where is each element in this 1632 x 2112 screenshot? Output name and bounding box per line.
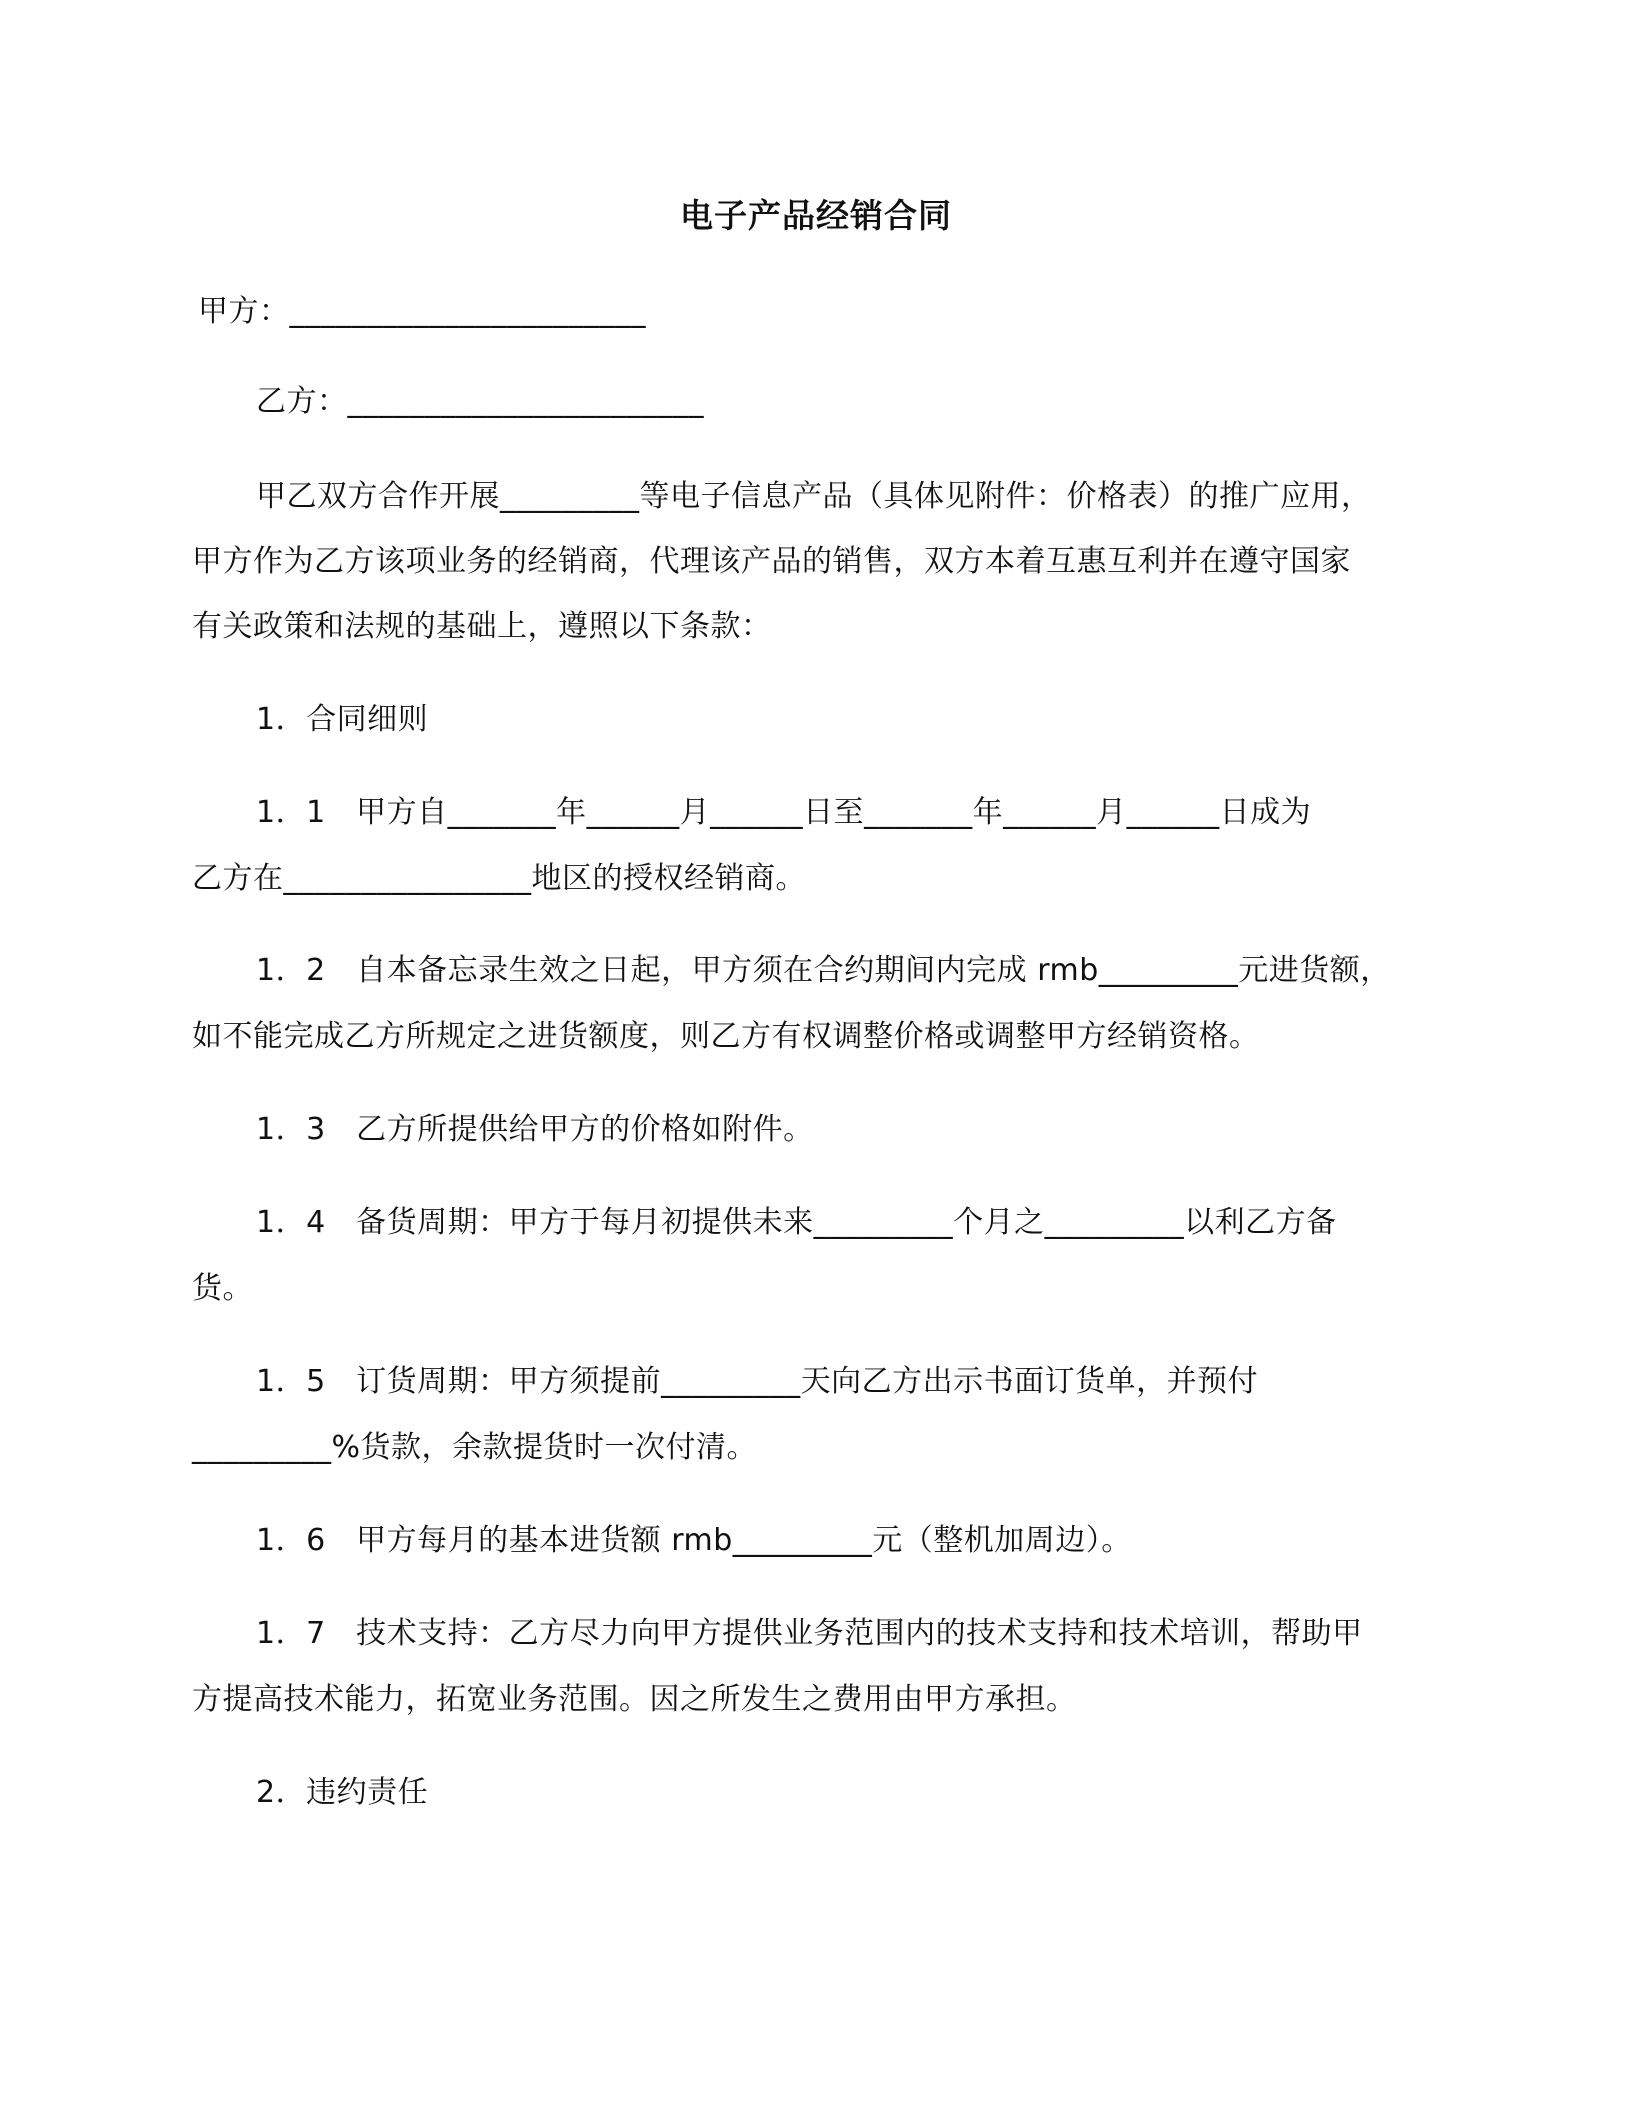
- intro-line-1: 甲乙双方合作开展_________等电子信息产品（具体见附件：价格表）的推广应用，: [256, 479, 1372, 514]
- section-1-heading: 1．合同细则: [256, 702, 429, 737]
- section-2-heading: 2．违约责任: [256, 1775, 429, 1810]
- clause-1-6: 1．6 甲方每月的基本进货额 rmb_________元（整机加周边）。: [256, 1523, 1132, 1558]
- clause-1-1-line-2: 乙方在________________地区的授权经销商。: [192, 861, 806, 896]
- clause-1-5-line-2: _________%货款，余款提货时一次付清。: [192, 1430, 758, 1465]
- clause-1-2-line-2: 如不能完成乙方所规定之进货额度，则乙方有权调整价格或调整甲方经销资格。: [192, 1019, 1260, 1054]
- party-a-line: 甲方：_______________________: [198, 294, 646, 329]
- document-title: 电子产品经销合同: [680, 196, 952, 235]
- clause-1-1-line-1: 1．1 甲方自_______年______月______日至_______年______月______日成为: [256, 795, 1312, 830]
- party-b-line: 乙方：_______________________: [256, 384, 704, 419]
- clause-1-7-line-1: 1．7 技术支持：乙方尽力向甲方提供业务范围内的技术支持和技术培训，帮助甲: [256, 1616, 1363, 1651]
- clause-1-4-line-1: 1．4 备货周期：甲方于每月初提供未来_________个月之_________以利乙方备: [256, 1205, 1337, 1240]
- clause-1-5-line-1: 1．5 订货周期：甲方须提前_________天向乙方出示书面订货单，并预付: [256, 1364, 1259, 1399]
- clause-1-2-line-1: 1．2 自本备忘录生效之日起，甲方须在合约期间内完成 rmb_________元进货额，: [256, 953, 1391, 988]
- clause-1-7-line-2: 方提高技术能力，拓宽业务范围。因之所发生之费用由甲方承担。: [192, 1682, 1077, 1717]
- clause-1-4-line-2: 货。: [192, 1271, 253, 1306]
- clause-1-3: 1．3 乙方所提供给甲方的价格如附件。: [256, 1112, 814, 1147]
- intro-line-2: 甲方作为乙方该项业务的经销商，代理该产品的销售，双方本着互惠互利并在遵守国家: [192, 544, 1351, 579]
- intro-line-3: 有关政策和法规的基础上，遵照以下条款：: [192, 609, 772, 644]
